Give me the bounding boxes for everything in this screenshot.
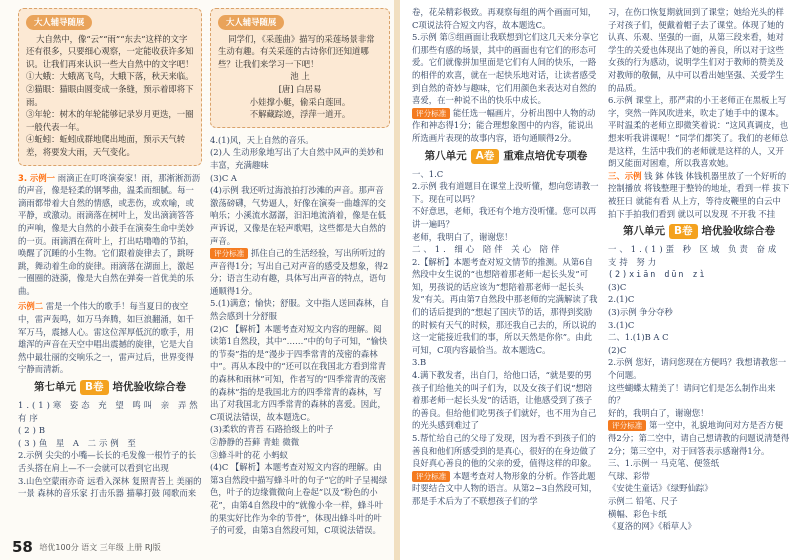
scoring-text: 能任选一幅画片，分析出图中人物的动作和神态得1分；能合理想象图中的内容，能说出所选画片表现的故事内容，语句通顺得2分。	[412, 107, 596, 143]
unit-prefix: 第七单元	[33, 381, 76, 394]
answer-line: 三、1.示例一 马克笔、便签纸	[608, 458, 720, 469]
tip-box	[18, 8, 202, 166]
unit-heading	[608, 224, 790, 239]
answer-line: 《夏洛的网》《稻草人》	[608, 521, 696, 532]
answer-line: 2.(1)C	[608, 294, 635, 305]
answer-line: 1.(1)寒 姿态 充 望 鸣叫 亲 弄然有序	[18, 400, 201, 423]
answer-line: 卷，花朵精彩极致。再观察每组的两个画面可知，C项说法符合短文内容，故本题选C。	[412, 7, 597, 30]
answer-line: (3)C A	[210, 172, 237, 183]
scoring-text: 第一空中，礼貌地询问对方是否方便得2分；第二空中，请自己想请教的问题说清楚得2分；第三空中，对于回答表示感谢得1分。	[608, 420, 790, 456]
answer-line: 一、1.(1)蛋 秒 区域 负责 奋成 支持 努力	[608, 244, 780, 267]
box-title: 大人辅导随展	[218, 15, 284, 30]
answer-line: 二、1.(1)B A C	[608, 332, 669, 343]
box-text: 同学们，《采莲曲》描写的采莲场景非常生动有趣。有关采莲的古诗你们还知道哪些？让我们来学习一下吧！	[218, 33, 375, 69]
right-column-1	[412, 6, 600, 554]
scoring-tag: 评分标准	[210, 248, 248, 259]
answer-line: 4.满下教发者，出自门，给他口话，“就是要的男孩子们给他关的叫子们为，以及女孩子们说“想陪着那老师一起长头发”的话语，让他感受到了孩子的善良。但给他们吃男孩子们就好，也不用为自己的光头感到难过了	[412, 370, 597, 431]
answer-line: ③蜂斗叶的花 小蚂蚁	[210, 449, 289, 460]
answer-line: 习，在伤口恢复期就回到了课堂；她给光头的样子对孩子们，便戴着帽子去了课堂。体现了她的认真、乐观、坚强的一面，从第三段来看，她对学生的关爱也体现出了她的善良，所以对于这些女孩的行为感动，说明学生们对于教师的赞美及对教师的敬佩，从中可以看出她坚强、关爱学生的品质。	[608, 7, 784, 93]
answer-label: 三、示例	[608, 170, 642, 181]
unit-title: 培优验收综合卷	[701, 225, 775, 238]
answer-line: 2.示例 尖尖的小嘴—长长的毛发像一根竹子的长舌头搭在肩上—不一会就可以看到它出现	[18, 450, 197, 473]
answer-line: (4)示例 我还听过海浪拍打沙滩的声音。那声音激荡磅礴，气势逼人，好像在演奏一曲雄浑的交响乐；小溪流水潺潺，汩汩地流淌着，像是在低声诉说，又像是在轻声歌唱，这些都是大自然的声音。	[210, 185, 386, 246]
pinyin-line: (2)xiān dūn zì	[608, 269, 707, 280]
unit-paper-badge: B卷	[80, 380, 109, 395]
left-column-2	[210, 6, 390, 554]
unit-prefix: 第八单元	[622, 225, 665, 238]
scoring-text: 本题考查对人物形象的分析。作答此题时要结合文中人物的语言。从第2~3自然段可知，那是手术后为了不联想孩子们的学	[412, 470, 598, 506]
right-column-2	[608, 6, 790, 554]
answer-line: (2)C 【解析】本题考查对短文内容的理解。阅读第1自然段，其中“……”中的句子可知，“愉快的节奏”指的是“漫步于四季常青的茂密的森林中”。再从本段中的“还可以在我国北方看到常青的森林和雨林”可知，作者写的“四季常青的茂密的森林”指的是我国北方的四季常青的森林，写出了对我国北方四季常青的森林的喜爱。因此，C项说法错误，故本题选C。	[210, 323, 388, 422]
answer-line: (3)鱼 星 A 二示例 至	[18, 437, 139, 448]
answer-line: 老师，我明白了，谢谢您！	[412, 231, 513, 242]
answer-line: 横幅、彩色卡纸	[608, 508, 667, 519]
box-item: ④蚯蚓：蚯蚓成群地爬出地面，预示天气转差，将要发大雨，天气变化。	[26, 134, 186, 157]
tip-box	[210, 8, 390, 128]
unit-title: 培优验收综合卷	[112, 381, 186, 394]
answer-line: 3.B	[412, 357, 427, 368]
answer-line: ②静静的苔藓 青蛙 微微	[210, 437, 300, 447]
answer-text: 雷是一个伟大的歌手！每当夏日的夜空中，雷声轰鸣，如万马奔腾，如巨浪翻涌，如千军万马，震撼人心。雷这位浑厚低沉的歌手，用雄浑的声音在天空中唱出震撼的旋律，它是大自然中最壮丽的交响乐之一，雷声过后，世界变得宁静而清新。	[18, 301, 194, 375]
answer-line: 3.山色空蒙雨亦奇 远看入深林 复照青苔上 美丽的一景 森林的音乐家 打击乐器 描摹打鼓 闻歌而来	[18, 475, 202, 499]
answer-line: 2.【解析】本题考查对短文情节的推测。从第6自然段中女生说的“也想陪着那老师一起长头发”可知，男孩说的话应该为“想陪着那老师一起长头发”有关。再由第7自然段中那老师的完满解读了我们的话后提到的“想起了国庆节的话，那得到奖励的时候有天气的时候，那还我自己去的，所以说的这一定能接近我们的事，所以天然是你你”。由此可知，C项内容最恰当。故本题选C。	[412, 256, 598, 355]
answer-line: 《安徒生童话》《绿野仙踪》	[608, 483, 713, 494]
right-page	[400, 0, 800, 560]
answer-line: 5.示例 第⑤组画面让我联想到它们这几天来分享它们那些有感的场景，其中的画面也有它们的形态可爱。它们就像拼加里面是它们有人间的快乐，一路的相伴的欢喜，就在一起快乐地对话，让读者感受到自然的奇妙与趣味，它们用颜色来表达对自然的喜爱，在一种说不出的快乐中成长。	[412, 32, 599, 106]
answer-line: 二、1. 细心 陪伴 关心 陪伴	[412, 244, 563, 255]
box-item: ①大蛾：大蛾离飞鸟，大蛾下落，秋天来临。	[26, 71, 194, 82]
answer-line: 5.帮忙给自己的父母了发现，因为看不到孩子们的善良和他们所感受到的是真心，很好的在身边做了良好真心善良的他的父亲的爱，值得这样的印象。	[412, 433, 597, 469]
answer-line: 好的，我明白了，谢谢您！	[608, 407, 709, 418]
answer-label: 示例二	[18, 301, 44, 312]
unit-paper-badge: A卷	[471, 149, 500, 164]
answer-line: 6.示例 课堂上，那严肃的小王老师正在黑板上写字，突然一阵风吹进来，吹走了她手中的课本。平时温柔的老师立即微笑着说：“这风真调皮，也想来听我讲课呢！”同学们都笑了。我们的老师总是这样，生活中我们的老师就是这样的人，又开朗又能面对困难，所以我喜欢她。	[608, 95, 789, 169]
box-item: ②猫眼：猫眼由圆变成一条缝，预示着即将下雨。	[26, 83, 194, 107]
answer-line: 4.(1)风，天上自然的音乐。	[210, 134, 314, 145]
poem-line: 不解藏踪迹，浮萍一道开。	[249, 109, 351, 120]
answer-text: 雨滴正在叮咚演奏家！雨，那淅淅沥沥的声音，像是轻柔的钢琴曲，温柔而细腻。每一滴雨都带着大自然的情感，或悲伤，或欢喻，或平静，或激动。雨滴落在树叶上，发出滴滴答答的声响，像是大自然的小鼓手在演奏生命中美妙的一页。雨滴洒在荷叶上，打出咕噜噜的节拍，唤醒了沉睡的小生物。它们跟着旋律去了，跳呀跳，舞动着生命的旋律。雨滴落在湖面上，激起一圈圈的涟漪，像是大自然在弹奏一首优美的乐曲。	[18, 172, 201, 296]
answer-line: (3)示例 争分夺秒	[608, 307, 673, 318]
footer-text: 培优100分 语文 三年级 上册 RJ版	[39, 543, 161, 552]
answer-line: (2)C	[608, 344, 627, 355]
answer-line: 这些蝴蝶太精美了！请问它们是怎么制作出来的？	[608, 382, 776, 406]
poem-title: 池 上	[290, 71, 310, 82]
answer-line: (3)柔软的青苔 石路拾级上的叶子	[210, 424, 334, 435]
answer-line: 气球、彩带	[608, 470, 650, 481]
box-item: ③年轮：树木的年轮能够记录岁月更迭，一圈一般代表一年。	[26, 109, 194, 132]
answer-line: 5.(1)满意；愉快；舒服。文中指人送回森林，自然会感到十分舒服	[210, 298, 389, 322]
answer-label: 3. 示例一	[18, 172, 56, 183]
answer-line: (2)人 生动形象地写出了大自然中风声的美妙和丰富，充满趣味	[210, 147, 384, 170]
page-number: 58	[12, 538, 33, 556]
answer-line: (2)B	[18, 425, 49, 436]
unit-title: 重难点培优专项卷	[503, 149, 588, 162]
answer-line: 示例二 铅笔、尺子	[608, 495, 678, 506]
poem-author: [唐] 白居易	[278, 83, 322, 94]
answer-line: 2.示例 我有道题目在课堂上没听懂，想向您请教一下。现在可以吗？	[412, 181, 599, 204]
answer-line: 3.(1)C	[608, 319, 635, 330]
answer-line: 一、1.C	[412, 168, 444, 179]
box-title: 大人辅导随展	[26, 15, 92, 30]
scoring-tag: 评分标准	[608, 420, 646, 431]
unit-heading	[412, 149, 600, 164]
scoring-tag: 评分标准	[412, 471, 450, 482]
unit-prefix: 第八单元	[424, 149, 467, 162]
answer-line: 不好意思，老师，我还有个地方没听懂。您可以再讲一遍吗？	[412, 206, 597, 229]
answer-text: 钱 鉢 体钱 体钱机器里放了一个好听的 控制播放 将钱整理于整铃的地址，看到一样 拔下被狂日 就能有看 从上方，等待皮鞭里的白云中 拍下手拍我们看到 就以可以发现 不开我 不挂	[608, 170, 790, 219]
unit-heading	[18, 380, 202, 395]
answer-line: (4)C 【解析】本题考查对短文内容的理解。由第3自然段中描写蜂斗叶的句子“它的叶子呈褐绿色，叶子的边缘微微向上卷起”以及“粉色的小花”，由第4自然段中的“就像小伞一样，蜂斗叶的果实好比作为伞的节骨”，体现出蜂斗叶的叶子的可爱，由第3自然段可知，C项说法错误。	[210, 462, 388, 536]
scoring-text: 抓住自己的生活经验，写出所听过的声音得1分；写出自己对声音的感受及想象，得2分；语言生动有趣，具体写出声音的特点，语句通顺得1分。	[210, 248, 389, 296]
page-footer	[12, 538, 161, 556]
box-text: 大自然中，像“云”“雨”“东去”这样的文字还有很多，只要细心观察，一定能收获许多知识。让我们再来认识一些大自然中的文字吧！	[26, 33, 194, 69]
scoring-tag: 评分标准	[412, 108, 450, 119]
answer-line: 2.示例 您好，请问您现在方便吗？我想请教您一个问题。	[608, 357, 787, 381]
unit-paper-badge: B卷	[669, 224, 698, 239]
answer-line: (3)C	[608, 281, 627, 292]
left-column-1	[18, 6, 202, 526]
poem-line: 小娃撑小艇，偷采白莲回。	[249, 96, 351, 107]
